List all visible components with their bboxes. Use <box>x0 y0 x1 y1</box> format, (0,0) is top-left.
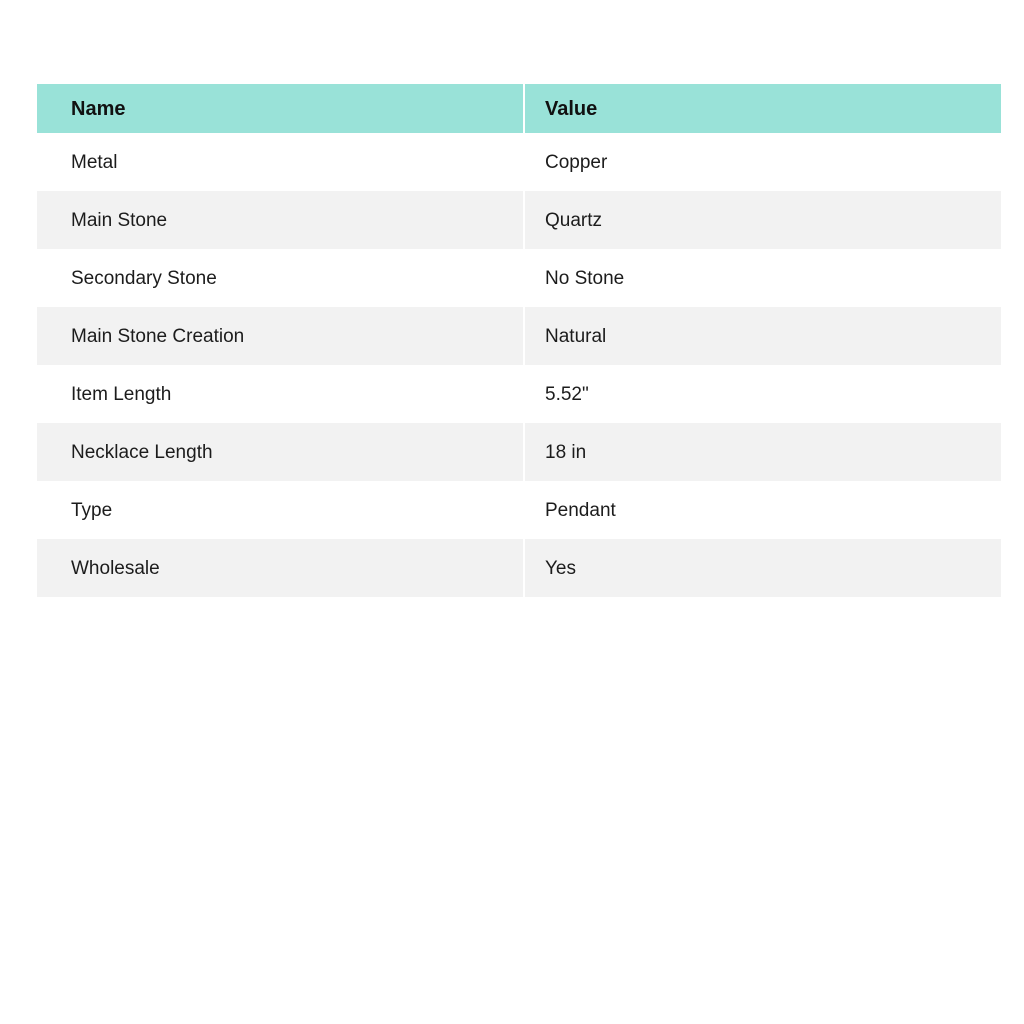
table-header-row <box>37 84 1001 133</box>
name-cell: Secondary Stone <box>37 249 523 307</box>
value-cell: Quartz <box>525 191 1001 249</box>
table-row <box>37 365 1001 423</box>
table-row <box>37 191 1001 249</box>
name-cell: Main Stone Creation <box>37 307 523 365</box>
table-row <box>37 307 1001 365</box>
header-name-cell: Name <box>37 84 523 133</box>
table-row <box>37 133 1001 191</box>
name-cell: Wholesale <box>37 539 523 597</box>
product-spec-table <box>37 84 1001 597</box>
value-cell: 18 in <box>525 423 1001 481</box>
value-cell: No Stone <box>525 249 1001 307</box>
table-row <box>37 249 1001 307</box>
value-cell: Natural <box>525 307 1001 365</box>
value-cell: 5.52" <box>525 365 1001 423</box>
value-cell: Copper <box>525 133 1001 191</box>
name-cell: Main Stone <box>37 191 523 249</box>
table-row <box>37 423 1001 481</box>
value-cell: Yes <box>525 539 1001 597</box>
table-row <box>37 539 1001 597</box>
name-cell: Type <box>37 481 523 539</box>
name-cell: Metal <box>37 133 523 191</box>
value-cell: Pendant <box>525 481 1001 539</box>
name-cell: Necklace Length <box>37 423 523 481</box>
table-row <box>37 481 1001 539</box>
header-value-cell: Value <box>525 84 1001 133</box>
name-cell: Item Length <box>37 365 523 423</box>
